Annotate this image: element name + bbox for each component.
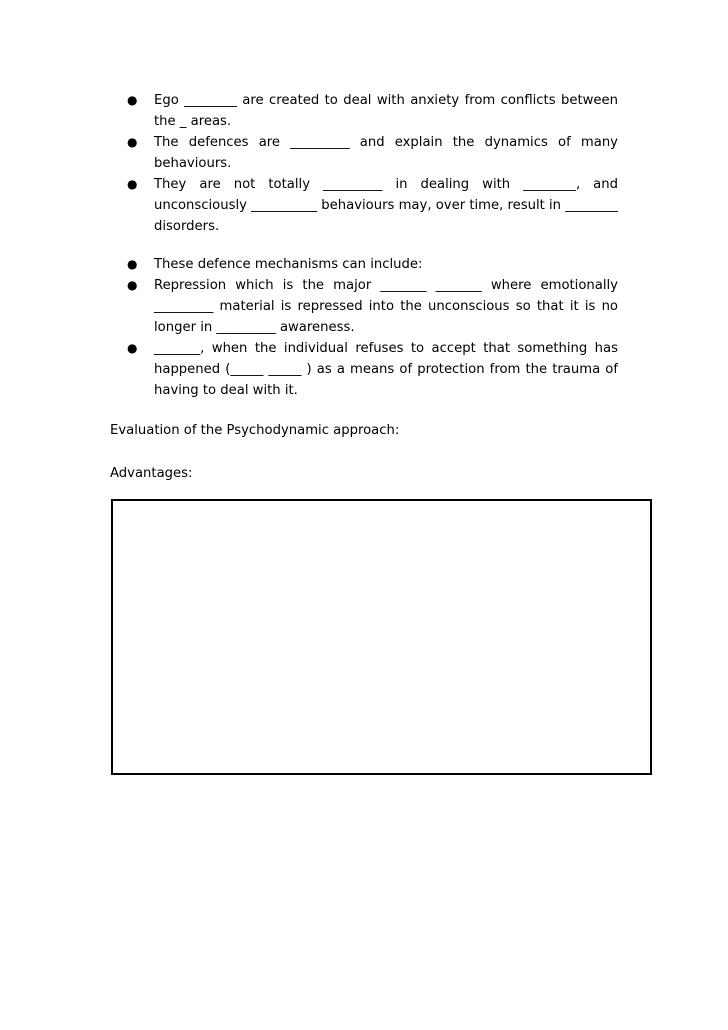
bullet-text: These defence mechanisms can include:	[154, 257, 423, 272]
advantages-answer-box[interactable]	[111, 499, 652, 775]
bullet-icon: ●	[127, 135, 138, 149]
bullet-list-defences	[118, 90, 618, 237]
bullet-icon: ●	[127, 278, 138, 292]
bullet-item	[118, 275, 618, 338]
advantages-heading: Advantages:	[110, 466, 193, 481]
bullet-list-mechanisms	[118, 254, 618, 401]
evaluation-heading: Evaluation of the Psychodynamic approach:	[110, 423, 400, 438]
bullet-icon: ●	[127, 177, 138, 191]
bullet-text: Ego ________ are created to deal with anxiety from conflicts between the _ areas.	[154, 93, 618, 129]
bullet-text: The defences are _________ and explain the dynamics of many behaviours.	[154, 135, 618, 171]
bullet-text: Repression which is the major _______ _______ where emotionally _________ material is repressed into the unconscious so that it is no longer in _________ awareness.	[154, 278, 618, 335]
bullet-item	[118, 254, 618, 275]
bullet-text: They are not totally _________ in dealing with ________, and unconsciously __________ behaviours may, over time, result in ________ disorders.	[154, 177, 618, 234]
bullet-item	[118, 174, 618, 237]
bullet-icon: ●	[127, 341, 138, 355]
bullet-icon: ●	[127, 93, 138, 107]
bullet-item	[118, 338, 618, 401]
bullet-text: _______, when the individual refuses to accept that something has happened (_____ _____ ) as a means of protection from the trauma of having to deal with it.	[154, 341, 618, 398]
bullet-icon: ●	[127, 257, 138, 271]
bullet-item	[118, 132, 618, 174]
bullet-item	[118, 90, 618, 132]
